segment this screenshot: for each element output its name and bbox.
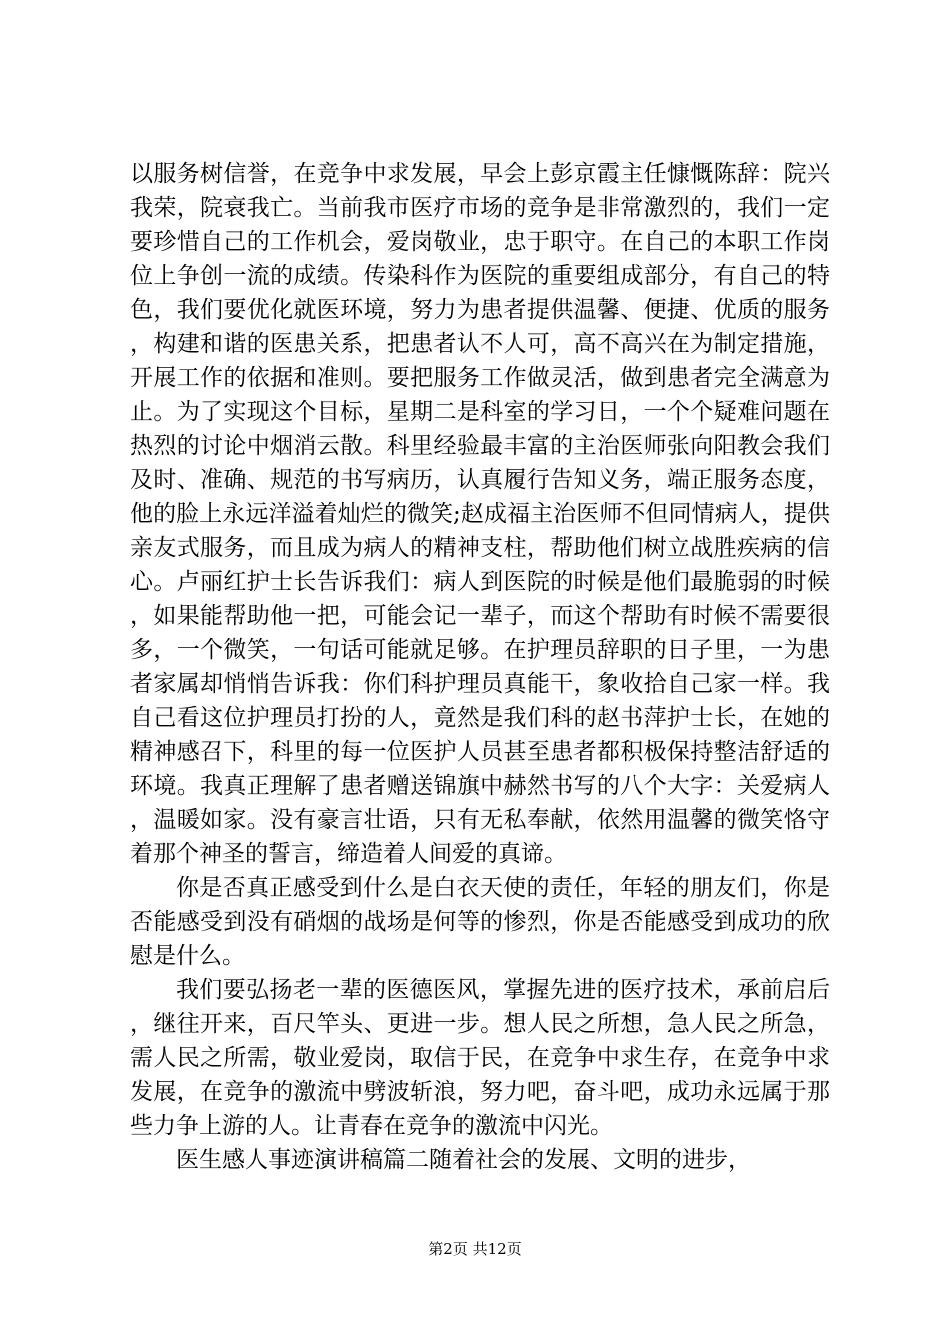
page-footer: 第2页 共12页 <box>428 1240 522 1258</box>
paragraph-call-to-action: 我们要弘扬老一辈的医德医风，掌握先进的医疗技术，承前启后，继往开来，百尺竿头、更进一步。想人民之所想，急人民之所急，需人民之所需，敬业爱岗，取信于民，在竞争中求生存，在竞争中求发展，在竞争的激流中劈波斩浪，努力吧，奋斗吧，成功永远属于那些力争上游的人。让青春在竞争的激流中闪光。 <box>130 977 830 1139</box>
paragraph-responsibility: 你是否真正感受到什么是白衣天使的责任，年轻的朋友们，你是否能感受到没有硝烟的战场是何等的惨烈，你是否能感受到成功的欣慰是什么。 <box>130 875 830 969</box>
paragraph-next-section: 医生感人事迹演讲稿篇二随着社会的发展、文明的进步， <box>176 1147 751 1173</box>
paragraph-continued: 以服务树信誉，在竞争中求发展，早会上彭京霞主任慷慨陈辞：院兴我荣，院衰我亡。当前我市医疗市场的竞争是非常激烈的，我们一定要珍惜自己的工作机会，爱岗敬业，忠于职守。在自己的本职工作岗位上争创一流的成绩。传染科作为医院的重要组成部分，有自己的特色，我们要优化就医环境，努力为患者提供温馨、便捷、优质的服务，构建和谐的医患关系，把患者认不人可，高不高兴在为制定措施，开展工作的依据和准则。要把服务工作做灵活，做到患者完全满意为止。为了实现这个目标，星期二是科室的学习日，一个个疑难问题在热烈的讨论中烟消云散。科里经验最丰富的主治医师张向阳教会我们及时、准确、规范的书写病历，认真履行告知义务，端正服务态度，他的脸上永远洋溢着灿烂的微笑;赵成福主治医师不但同情病人，提供亲友式服务，而且成为病人的精神支柱，帮助他们树立战胜疾病的信心。卢丽红护士长告诉我们：病人到医院的时候是他们最脆弱的时候，如果能帮助他一把，可能会记一辈子，而这个帮助有时候不需要很多，一个微笑，一句话可能就足够。在护理员辞职的日子里，一为患者家属却悄悄告诉我：你们科护理员真能干，象收拾自己家一样。我自己看这位护理员打扮的人，竟然是我们科的赵书萍护士长，在她的精神感召下，科里的每一位医护人员甚至患者都积极保持整洁舒适的环境。我真正理解了患者赠送锦旗中赫然书写的八个大字：关爱病人，温暖如家。没有豪言壮语，只有无私奉献，依然用温馨的微笑恪守着那个神圣的誓言，缔造着人间爱的真谛。 <box>130 161 830 867</box>
document-body <box>130 157 830 1177</box>
